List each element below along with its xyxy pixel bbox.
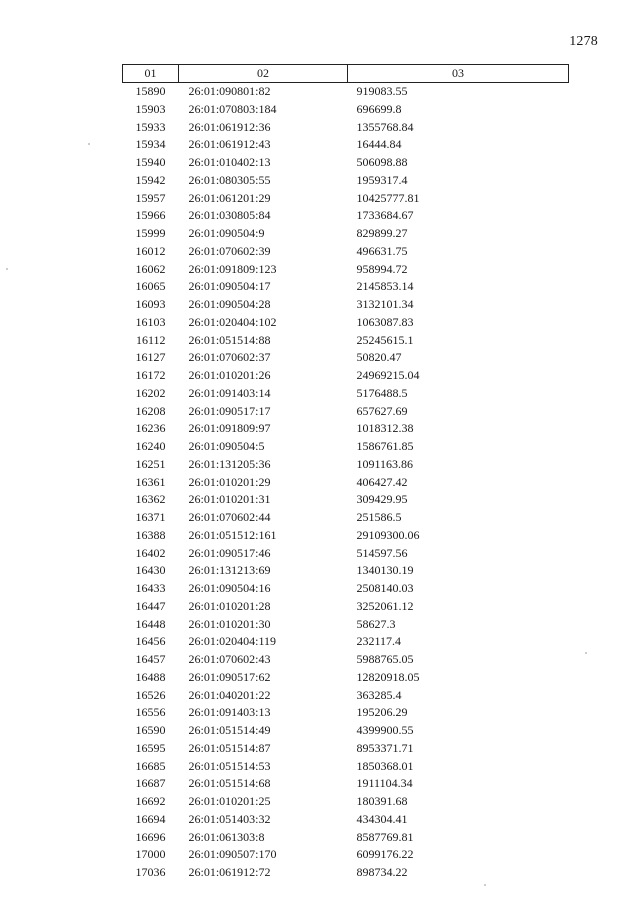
table-row bbox=[123, 403, 569, 421]
table-row bbox=[123, 669, 569, 687]
table-row bbox=[123, 101, 569, 119]
cell-01: 16456 bbox=[135, 634, 166, 649]
cell-02: 26:01:051514:87 bbox=[188, 740, 271, 755]
table-row bbox=[123, 456, 569, 474]
cell-01: 16112 bbox=[135, 332, 166, 347]
cell-03: 363285.4 bbox=[356, 687, 402, 702]
table-row bbox=[123, 420, 569, 438]
cell-01: 15957 bbox=[135, 190, 166, 205]
cell-02: 26:01:090504:5 bbox=[188, 439, 265, 453]
cell-01: 16692 bbox=[135, 794, 166, 808]
table-row bbox=[123, 154, 569, 172]
cell-02: 26:01:040201:22 bbox=[188, 687, 271, 702]
cell-02: 26:01:061201:29 bbox=[188, 190, 271, 205]
cell-01: 15890 bbox=[135, 84, 166, 98]
cell-03: 506098.88 bbox=[356, 155, 408, 169]
cell-03: 3132101.34 bbox=[356, 297, 414, 311]
cell-02: 26:01:090517:17 bbox=[188, 403, 271, 418]
cell-01: 16556 bbox=[135, 705, 166, 720]
table-row bbox=[123, 704, 569, 722]
table-row bbox=[123, 633, 569, 651]
cell-01: 16103 bbox=[135, 314, 166, 329]
cell-03: 696699.8 bbox=[356, 101, 402, 116]
cell-03: 58627.3 bbox=[356, 616, 396, 631]
cell-02: 26:01:010201:26 bbox=[188, 368, 271, 382]
cell-02: 26:01:070602:43 bbox=[188, 652, 271, 666]
cell-03: 24969215.04 bbox=[356, 368, 420, 382]
table-row bbox=[123, 83, 569, 101]
cell-01: 16694 bbox=[135, 811, 166, 826]
table-row bbox=[123, 527, 569, 545]
cell-02: 26:01:051512:161 bbox=[188, 527, 277, 542]
table-row bbox=[123, 491, 569, 509]
cell-01: 16208 bbox=[135, 403, 166, 418]
cell-03: 434304.41 bbox=[356, 811, 408, 826]
cell-02: 26:01:090507:170 bbox=[188, 847, 277, 862]
cell-03: 5176488.5 bbox=[356, 385, 408, 400]
cell-01: 15966 bbox=[135, 208, 166, 223]
table-row bbox=[123, 616, 569, 634]
cell-03: 309429.95 bbox=[356, 492, 408, 507]
cell-01: 16362 bbox=[135, 492, 166, 507]
cell-03: 898734.22 bbox=[356, 865, 408, 879]
cell-03: 958994.72 bbox=[356, 261, 408, 276]
cell-03: 1733684.67 bbox=[356, 208, 414, 223]
cell-01: 16012 bbox=[135, 243, 166, 258]
cell-03: 1850368.01 bbox=[356, 758, 414, 773]
cell-03: 1911104.34 bbox=[356, 776, 413, 791]
cell-03: 8587769.81 bbox=[356, 829, 414, 844]
cell-01: 15903 bbox=[135, 101, 166, 116]
cell-01: 15942 bbox=[135, 172, 166, 187]
cell-01: 16361 bbox=[135, 474, 166, 489]
cell-03: 12820918.05 bbox=[356, 669, 420, 684]
cell-02: 26:01:090504:28 bbox=[188, 297, 271, 311]
cell-02: 26:01:131213:69 bbox=[188, 563, 271, 578]
table-row bbox=[123, 243, 569, 261]
cell-01: 16371 bbox=[135, 510, 166, 524]
cell-02: 26:01:051514:88 bbox=[188, 332, 271, 347]
table-row bbox=[123, 349, 569, 367]
cell-02: 26:01:070803:184 bbox=[188, 101, 277, 116]
table-row bbox=[123, 332, 569, 350]
cell-01: 15934 bbox=[135, 137, 166, 152]
page-number: 1278 bbox=[569, 34, 598, 49]
cell-01: 16448 bbox=[135, 616, 166, 631]
cell-03: 5988765.05 bbox=[356, 652, 414, 666]
cell-03: 406427.42 bbox=[356, 474, 408, 489]
cell-02: 26:01:010201:28 bbox=[188, 598, 271, 613]
cell-01: 16687 bbox=[135, 776, 166, 791]
cell-03: 2145853.14 bbox=[356, 279, 414, 294]
cell-03: 16444.84 bbox=[356, 137, 402, 152]
table-header bbox=[123, 65, 569, 83]
cell-01: 16526 bbox=[135, 687, 166, 702]
cell-02: 26:01:051403:32 bbox=[188, 811, 271, 826]
cell-02: 26:01:010402:13 bbox=[188, 155, 271, 169]
cell-03: 29109300.06 bbox=[356, 527, 420, 542]
table-row bbox=[123, 829, 569, 847]
cell-03: 1959317.4 bbox=[356, 172, 408, 187]
cell-01: 16236 bbox=[135, 421, 166, 436]
cell-01: 16696 bbox=[135, 829, 166, 844]
column-header-03: 03 bbox=[348, 65, 569, 83]
table-row bbox=[123, 562, 569, 580]
cell-03: 919083.55 bbox=[356, 84, 408, 98]
cell-03: 50820.47 bbox=[356, 350, 402, 365]
column-header-01: 01 bbox=[123, 65, 179, 83]
table-row bbox=[123, 385, 569, 403]
cell-03: 1355768.84 bbox=[356, 119, 414, 134]
table-row bbox=[123, 509, 569, 527]
cell-02: 26:01:010201:31 bbox=[188, 492, 271, 507]
table-row bbox=[123, 722, 569, 740]
column-header-02: 02 bbox=[179, 65, 348, 83]
cell-01: 16062 bbox=[135, 261, 166, 276]
cell-02: 26:01:090504:16 bbox=[188, 581, 271, 595]
cell-03: 3252061.12 bbox=[356, 598, 414, 613]
cell-02: 26:01:090801:82 bbox=[188, 84, 271, 98]
table-row bbox=[123, 687, 569, 705]
table-row bbox=[123, 740, 569, 758]
cell-02: 26:01:010201:30 bbox=[188, 616, 271, 631]
scan-speck bbox=[585, 652, 587, 654]
cell-02: 26:01:080305:55 bbox=[188, 172, 271, 187]
cell-02: 26:01:091403:14 bbox=[188, 385, 271, 400]
cell-03: 1063087.83 bbox=[356, 314, 414, 329]
cell-01: 16251 bbox=[135, 456, 166, 471]
cell-01: 15999 bbox=[135, 226, 166, 240]
cell-03: 496631.75 bbox=[356, 243, 408, 258]
cell-03: 6099176.22 bbox=[356, 847, 414, 862]
cell-01: 16240 bbox=[135, 439, 166, 453]
cell-03: 1091163.86 bbox=[356, 456, 414, 471]
cell-02: 26:01:020404:102 bbox=[188, 314, 277, 329]
cell-02: 26:01:061303:8 bbox=[188, 829, 265, 844]
table-row bbox=[123, 864, 569, 882]
cell-01: 16457 bbox=[135, 652, 166, 666]
cell-03: 657627.69 bbox=[356, 403, 408, 418]
cell-01: 15940 bbox=[135, 155, 166, 169]
cell-01: 16447 bbox=[135, 598, 166, 613]
cell-03: 514597.56 bbox=[356, 545, 408, 560]
cell-01: 16590 bbox=[135, 723, 166, 737]
cell-02: 26:01:051514:49 bbox=[188, 723, 271, 737]
cell-01: 16065 bbox=[135, 279, 166, 294]
cell-03: 1340130.19 bbox=[356, 563, 414, 578]
cell-02: 26:01:070602:37 bbox=[188, 350, 271, 365]
cell-01: 17036 bbox=[135, 865, 166, 879]
table-row bbox=[123, 846, 569, 864]
cell-02: 26:01:091403:13 bbox=[188, 705, 271, 720]
cell-01: 16402 bbox=[135, 545, 166, 560]
header-row bbox=[123, 65, 569, 83]
cell-03: 180391.68 bbox=[356, 794, 408, 808]
cell-01: 16595 bbox=[135, 740, 166, 755]
cell-02: 26:01:010201:29 bbox=[188, 474, 271, 489]
cell-02: 26:01:061912:36 bbox=[188, 119, 271, 134]
cell-03: 829899.27 bbox=[356, 226, 408, 240]
cell-03: 232117.4 bbox=[356, 634, 402, 649]
cell-01: 16430 bbox=[135, 563, 166, 578]
cell-02: 26:01:070602:44 bbox=[188, 510, 271, 524]
table-row bbox=[123, 172, 569, 190]
table-row bbox=[123, 811, 569, 829]
cell-02: 26:01:090517:62 bbox=[188, 669, 271, 684]
cell-02: 26:01:090517:46 bbox=[188, 545, 271, 560]
cell-02: 26:01:131205:36 bbox=[188, 456, 271, 471]
cell-02: 26:01:091809:97 bbox=[188, 421, 271, 436]
cell-01: 16388 bbox=[135, 527, 166, 542]
table-row bbox=[123, 474, 569, 492]
cell-03: 251586.5 bbox=[356, 510, 402, 524]
cell-02: 26:01:051514:68 bbox=[188, 776, 271, 791]
table-row bbox=[123, 278, 569, 296]
cell-01: 17000 bbox=[135, 847, 166, 862]
table-row bbox=[123, 296, 569, 314]
table-row bbox=[123, 136, 569, 154]
scan-speck bbox=[6, 268, 8, 270]
cell-03: 10425777.81 bbox=[356, 190, 420, 205]
cell-02: 26:01:091809:123 bbox=[188, 261, 277, 276]
cell-01: 16202 bbox=[135, 385, 166, 400]
cell-03: 8953371.71 bbox=[356, 740, 414, 755]
table-row bbox=[123, 793, 569, 811]
cell-01: 15933 bbox=[135, 119, 166, 134]
table-row bbox=[123, 580, 569, 598]
cell-01: 16685 bbox=[135, 758, 166, 773]
cell-01: 16433 bbox=[135, 581, 166, 595]
cell-02: 26:01:090504:9 bbox=[188, 226, 265, 240]
table-row bbox=[123, 314, 569, 332]
cell-02: 26:01:070602:39 bbox=[188, 243, 271, 258]
table-row bbox=[123, 261, 569, 279]
table-row bbox=[123, 119, 569, 137]
cell-03: 195206.29 bbox=[356, 705, 408, 720]
table-row bbox=[123, 598, 569, 616]
table-row bbox=[123, 775, 569, 793]
scan-speck bbox=[484, 884, 486, 886]
table-body bbox=[123, 83, 569, 882]
cell-03: 1586761.85 bbox=[356, 439, 414, 453]
cell-02: 26:01:051514:53 bbox=[188, 758, 271, 773]
cell-03: 2508140.03 bbox=[356, 581, 414, 595]
cell-03: 4399900.55 bbox=[356, 723, 414, 737]
data-table bbox=[122, 64, 569, 882]
cell-01: 16127 bbox=[135, 350, 166, 365]
cell-01: 16172 bbox=[135, 368, 166, 382]
cell-02: 26:01:061912:43 bbox=[188, 137, 271, 152]
cell-02: 26:01:061912:72 bbox=[188, 865, 271, 879]
table-row bbox=[123, 438, 569, 456]
table-row bbox=[123, 225, 569, 243]
table-row bbox=[123, 367, 569, 385]
cell-02: 26:01:090504:17 bbox=[188, 279, 271, 294]
cell-01: 16488 bbox=[135, 669, 166, 684]
scan-speck bbox=[88, 143, 90, 145]
cell-03: 25245615.1 bbox=[356, 332, 414, 347]
cell-01: 16093 bbox=[135, 297, 166, 311]
cell-03: 1018312.38 bbox=[356, 421, 414, 436]
table-row bbox=[123, 651, 569, 669]
table-row bbox=[123, 207, 569, 225]
table-row bbox=[123, 758, 569, 776]
table-row bbox=[123, 190, 569, 208]
table-row bbox=[123, 545, 569, 563]
cell-02: 26:01:030805:84 bbox=[188, 208, 271, 223]
cell-02: 26:01:010201:25 bbox=[188, 794, 271, 808]
cell-02: 26:01:020404:119 bbox=[188, 634, 277, 649]
